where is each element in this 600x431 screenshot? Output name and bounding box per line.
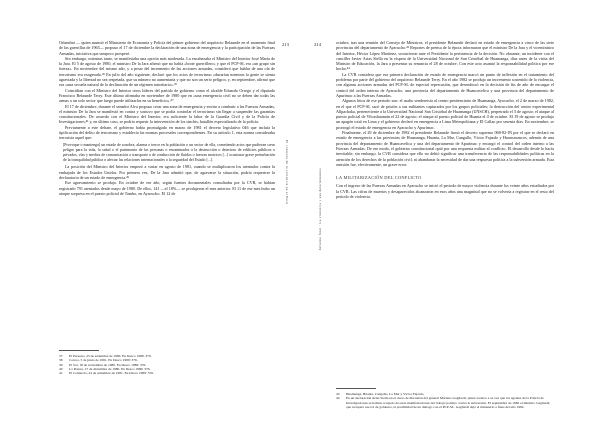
footnote-text: La Prensa, 17 de diciembre de 1980. En Desco 1989: 376.	[69, 367, 151, 372]
footnote-text: En un declaración Arias Stella en el curso de discusión del general Mariano Gagliardi, quien sostuvo a su vez que los agentes de la Policía de Investigaciones se habían ocupado de estas manifestaciones del trabajo político contra la subversión. El septiembre de 1982 el ministro Gagliardi, que recuperó ese rol de gobierno, la posibilidad de un diálogo con el PCP-SL. Gagliardi dejó el ministerio a fines del año 1982.	[346, 396, 551, 410]
footnote-number: 41	[59, 371, 63, 376]
footnote-text: El Sol, 18 de noviembre de 1980. En Desco 1989: 376.	[69, 362, 147, 367]
block-quote: [Provoque o mantenga] un estado de zozobra, alarma o terror en la población o un sector de ella, cometiendo actos que pudieran crear peligro para la vida, la salud o el patrimonio de las personas o encaminados a la destrucción o deterioro de edificios públicos o privados, vías y medios de comunicación o transporte o de conducción de fluidos o fuerzas motrices [...] ocasionar grave perturbación de la tranquilidad pública o afectar las relaciones internacionales o la seguridad del Estado [...].	[63, 141, 275, 162]
footnote-text: El Comercio, 24 de setiembre de 1981. En Desco 1989: 376.	[69, 371, 154, 376]
footnote-number: 44	[336, 396, 340, 401]
paragraph: Previamente a este debate, el gobierno había promulgado en marzo de 1981 el decreto legislativo 046 que incluía la tipificación del delito de terrorismo y establecía las normas procesales correspondientes. En su artículo 1, esta norma consideraba terrorista aquel que:	[59, 124, 275, 141]
footnote-number: 40	[59, 367, 63, 372]
paragraph: El 17 de diciembre, durante el senador Alva propuso crear una zona de emergencia y enviar a combatir a las Fuerzas Armadas, el ministro De la Jara se manifestó en contra y sostuvo que se podía controlar el terrorismo sin llegar a suspender las garantías constitucionales. De acuerdo con el Ministro del Interior, era suficiente la labor de la Guardia Civil y de la Policía de Investigaciones,⁴¹ y, en último caso, se podría requerir la intervención de los sinchis, batallón especializado de la policía.	[59, 103, 275, 125]
right-page-footnotes	[336, 388, 554, 409]
footnote-number: 43	[336, 392, 340, 396]
footnote-number: 37	[59, 354, 63, 358]
footnote-text: El Peruano, 25 de setiembre de 1980. En Desco 1989: 370.	[69, 354, 152, 358]
paragraph: Algunos hitos de ese periodo son: el asalto sendereista al centro penitenciario de Huamanga, Ayacucho, el 2 de marzo de 1982, en el que el PCP-SL sacó de prisión a sus militantes capturados por los grupos policiales; la destrucción del centro experimental Allpachaka, perteneciente a la Universidad Nacional San Cristóbal de Huamanga (UNSCH), perpetrado el 3 de agosto; el ataque al puesto policial de Vilcashuamán el 22 de agosto; el ataque al puesto policial de Huanta el 4 de octubre. El 19 de agosto se produjo un apagón total en Lima y el gobierno declaró en emergencia a Lima Metropolitana y El Callao por sesenta días. En noviembre, se prorrogó el estado de emergencia en Ayacucho y Apurímac.	[336, 98, 554, 130]
paragraph: La CVR considera que esa primera declaración de estado de emergencia marcó un punto de inflexión en el tratamiento del problema por parte del gobierno del arquitecto Belaunde Terry. En el año 1982 se produjo un incremento sostenido de la violencia, con algunas acciones armadas del PCP-SL de especial repercusión, que desembocó en la decisión de fin de año de encargar el control del orden interno de Ayacucho, una provincia del departamento de Huancavelica y una provincia del departamento de Apurímac a las Fuerzas Armadas.	[336, 71, 554, 98]
running-head-right: Informe final · La violencia y sus determinantes	[318, 167, 322, 250]
page-number-right: 214	[314, 42, 321, 47]
paragraph: Con el ingreso de las Fuerzas Armadas en Ayacucho se inició el periodo de mayor violencia durante los veinte años estudiados por la CVR. Las cifras de muertos y desaparecidos alcanzaron en esos años una magnitud que no se volvería a registrar en el resto del periodo de violencia.	[336, 183, 554, 200]
footnote	[59, 371, 275, 375]
footnote-text: Huamanga, Huanta, Cangallo, La Mar y Víctor Fajardo.	[346, 392, 425, 396]
paragraph: Coincidían con el Ministro del Interior otros líderes del partido de gobierno como el alcalde Eduardo Orrego y el diputado Francisco Belaunde Terry. Este último afirmaba en noviembre de 1980 que en «una emergencia civil no se deben dar todas las armas a un solo sector que luego puede utilizarlas en su beneficio».⁴⁰	[59, 87, 275, 104]
right-page	[300, 0, 600, 431]
right-page-body	[336, 40, 554, 199]
left-page-body	[59, 40, 275, 196]
footnote-rule	[59, 350, 99, 351]
running-head-left: El contexto de la violencia en el Perú	[285, 140, 289, 204]
paragraph: Orlandini — quien asumió el Ministerio de Economía y Policía del primer gobierno del arquitecto Belaunde en el momento final de las guerrillas de 1965— propuso el 17 de diciembre la declaración de una zona de emergencia y la participación de las Fuerzas Armadas, iniciativa que tampoco prosperó.	[59, 40, 275, 56]
footnote-number: 38	[59, 358, 63, 363]
left-page-footnotes	[59, 350, 275, 376]
footnote-text: Correo, 5 de junio de 1981. En Desco 1989: 376.	[69, 358, 138, 363]
paragraph: octubre, tras una reunión del Consejo de Ministros, el presidente Belaunde declaró en estado de emergencia a cinco de las siete provincias del departamento de Ayacucho.⁴³ Reportes de prensa de la época informaron que el ministro De la Jara y el viceministro del Interior, Héctor López Martínez, sostuvieron ante el Presidente la pertinencia de la decisión. No obstante, un incidente con el canciller Javier Arias Stella en la víspera de la Universidad Nacional de San Cristóbal de Huamanga, días antes de la visita del Ministro de Educación, la Jara a presentar su renuncia el 28 de octubre. Con este acto asumió la responsabilidad política por ese hecho.⁴⁴	[336, 40, 554, 72]
section-heading: LA MILITARIZACIÓN DEL CONFLICTO	[336, 175, 422, 181]
paragraph: La posición del Ministro del Interior empezó a variar en agosto de 1981, cuando se multiplicaron los atentados contra la embajada de los Estados Unidos. Por primera vez, De la Jara admitió que, de agravarse la situación, podría requerirse la declaratoria de un estado de emergencia.²⁸	[59, 164, 275, 181]
paragraph: Sin embargo, mientras tanto, se manifestaba una opción más moderada. La encabezaba el Ministro del Interior José María de la Jara. El 5 de agosto de 1980, el ministro De la Jara afirmó que no había «brote guerrillero» y que el PCP-SL era «un grupo sin fuerza». En noviembre del mismo año, y a pesar del incremento de las acciones armadas, consideró que hablar de una ola de terrorismo era exagerado.³⁸ En julio del año siguiente, declaró que los actos de terrorismo «durarían mientras la gente se sienta agraviada y la libertad no sea respetada, que su número no aumentaría y que no son un serio peligro» y, en septiembre, afirmó que era «una secuela natural de la declinación de un régimen autoritario».³⁹	[59, 55, 275, 88]
footnote-rule	[336, 388, 376, 389]
footnote	[336, 396, 554, 409]
page-number-left: 213	[282, 42, 289, 47]
footnote-number: 39	[59, 362, 63, 367]
paragraph: Ese agravamiento se produjo. En octubre de ese año, según fuentes documentales consultadas por la CVR, se habían registrado 791 atentados desde mayo de 1980. De ellos, 141 —el 18%— se produjeron el mes anterior. El 11 de ese mes hubo un ataque sorpresa en el puesto policial de Tambo, en Ayacucho. El 12 de	[59, 180, 275, 196]
paragraph: Finalmente, el 29 de diciembre de 1982 el presidente Belaunde firmó el decreto supremo 068-82-IN por el que se declaró en estado de emergencia a las provincias de Huamanga, Huanta, La Mar, Cangallo, Víctor Fajardo y Huancasancos, además de una provincia del departamento de Huancavelica y una del departamento de Apurímac y encargó el control del orden interno a las Fuerzas Armadas. De ese modo, el gobierno constitucional optó por una respuesta militar al conflicto. El desarrollo desde lo hacía inevitable; sin embargo, la CVR considera que ello no debió significar una transferencia de las responsabilidades políticas en la atención de los derechos de la población civil, ni abandonar la necesidad de dar una respuesta política a la subversión armada. Esta omisión fue, efectivamente, un grave error.	[336, 130, 554, 167]
